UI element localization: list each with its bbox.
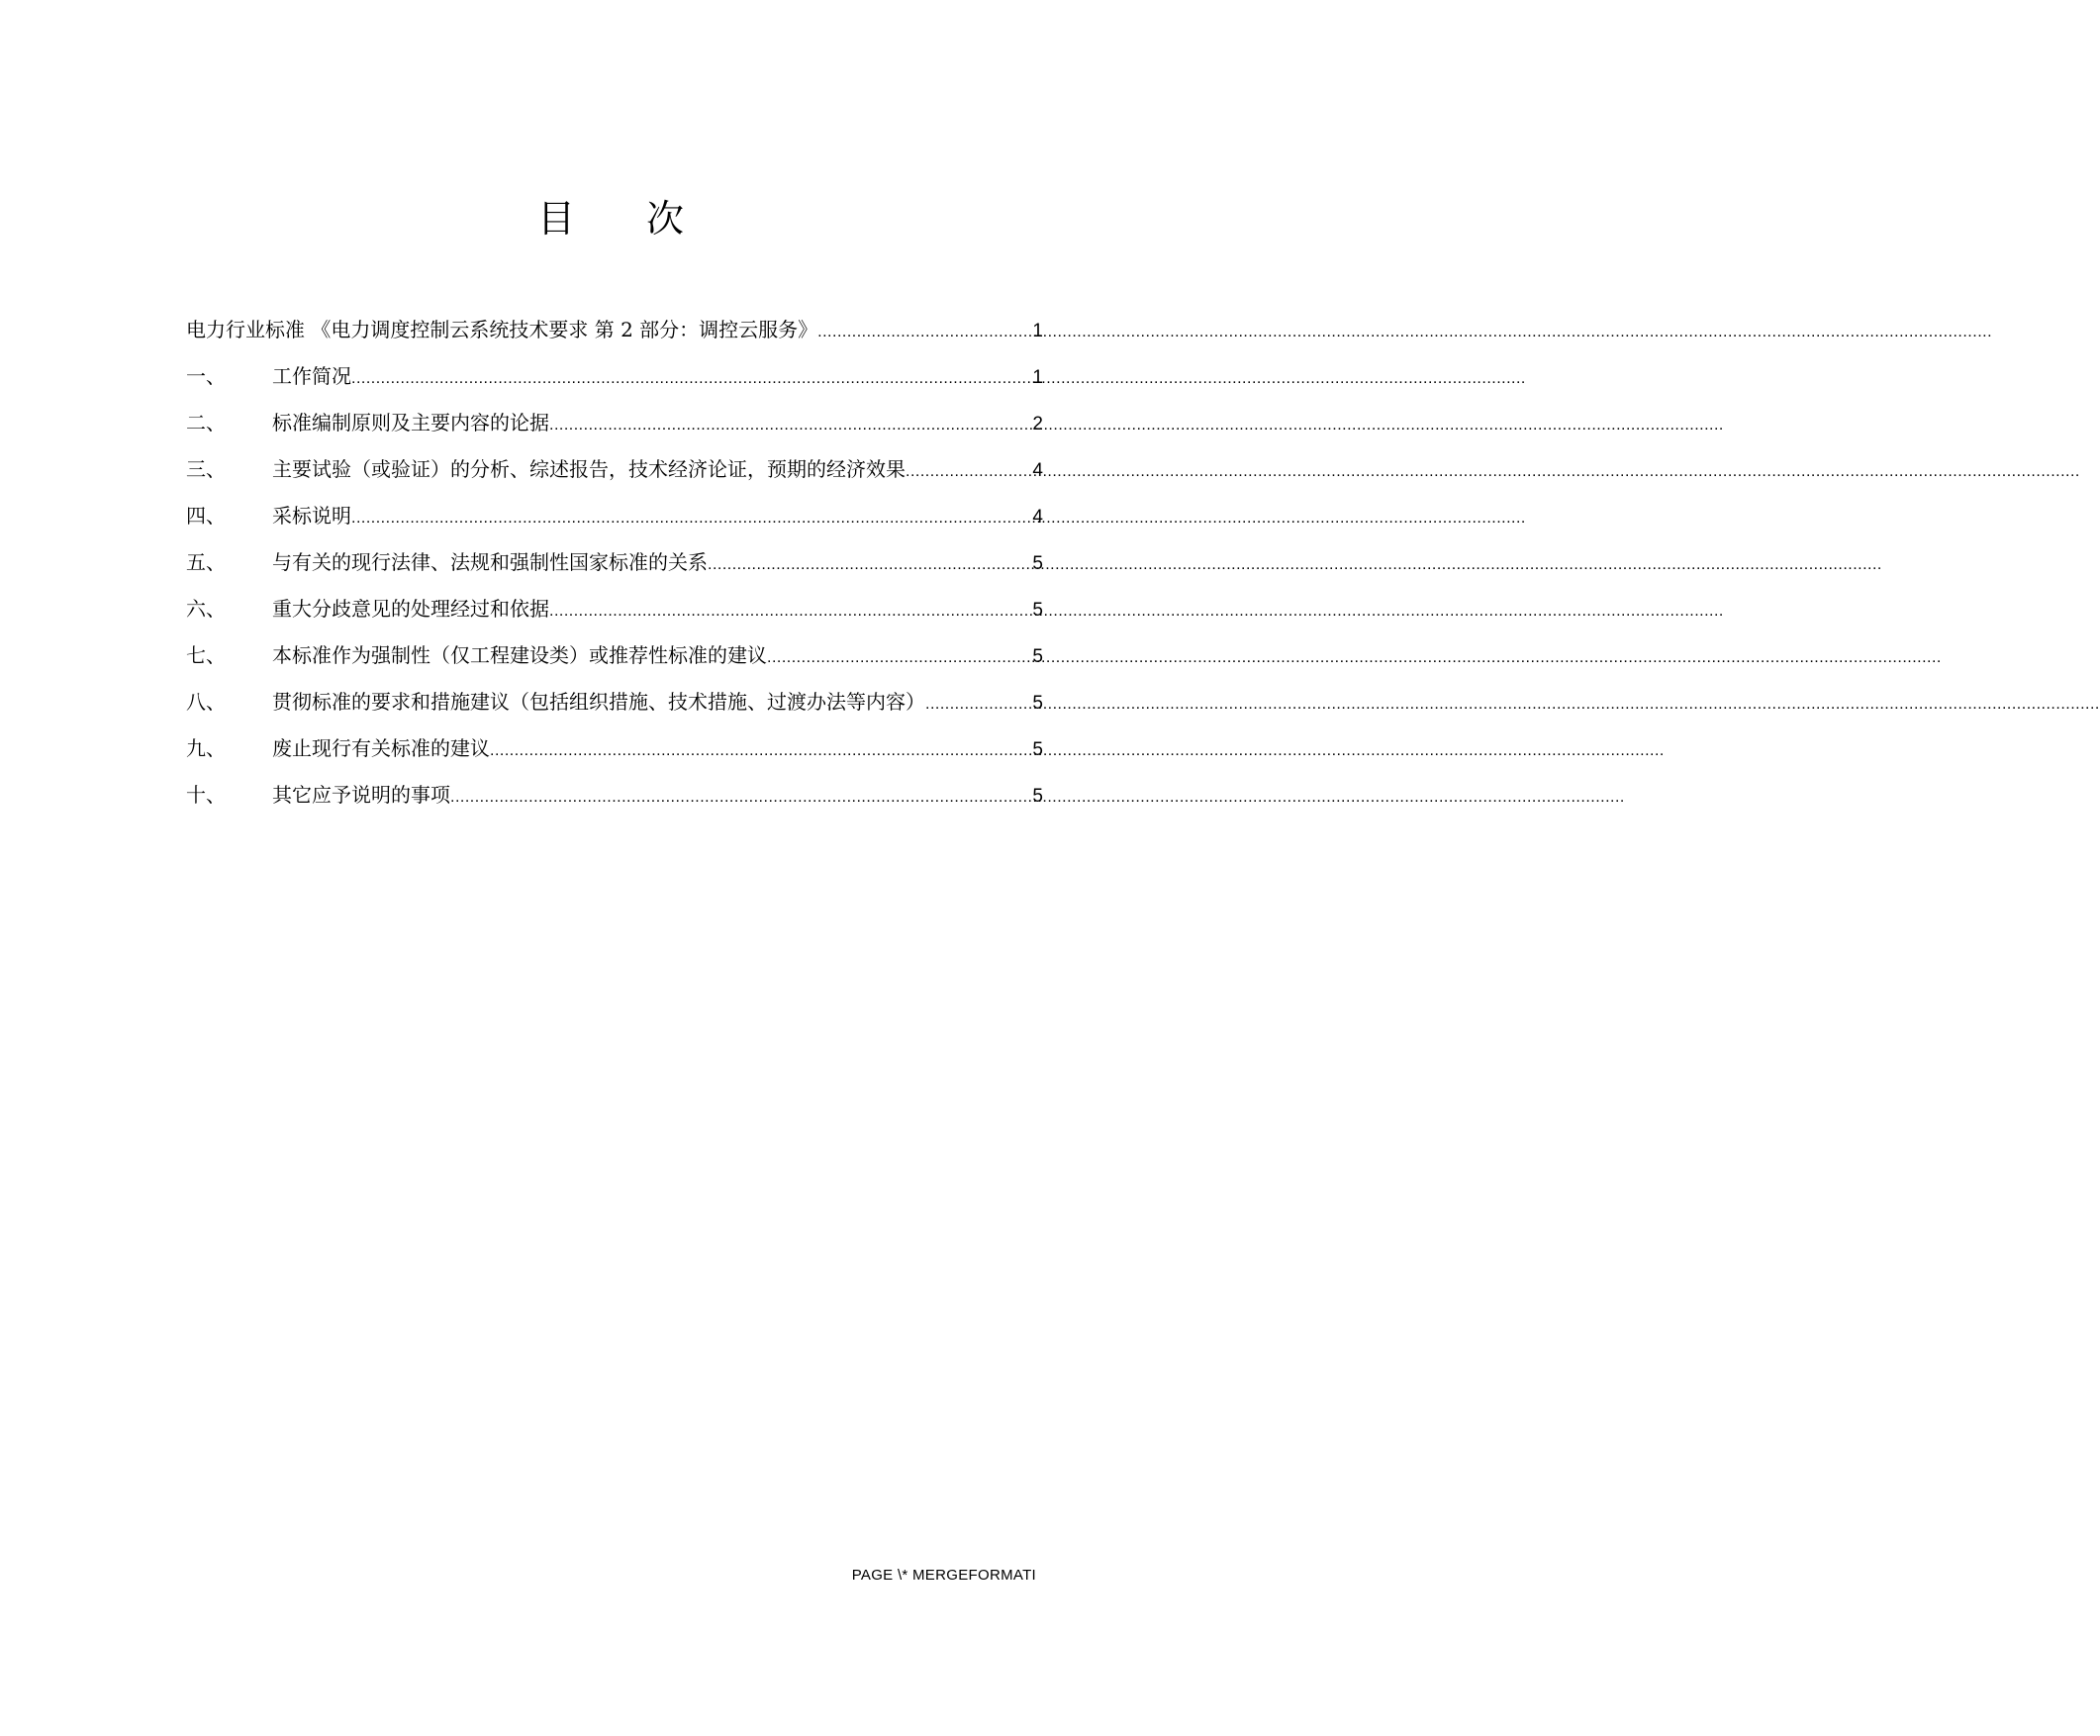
toc-entry[interactable] [186, 725, 1043, 772]
toc-entry-text: 主要试验（或验证）的分析、综述报告，技术经济论证，预期的经济效果 [272, 457, 906, 481]
toc-entry-number: 五、 [186, 550, 226, 574]
toc-entry-number: 二、 [186, 411, 226, 434]
toc-entry[interactable] [186, 632, 1043, 679]
toc-entry[interactable] [186, 539, 1043, 586]
toc-leader-dots [549, 402, 1032, 448]
toc-entry-page: 5 [1032, 646, 1043, 667]
toc-entry[interactable] [186, 679, 1043, 725]
toc-entry-text: 重大分歧意见的处理经过和依据 [272, 597, 549, 621]
toc-entry-number: 十、 [186, 783, 226, 807]
toc-leader-dots [549, 588, 1032, 634]
toc-title: 目 次 [536, 197, 715, 241]
toc-entry[interactable] [186, 446, 1043, 493]
toc-entry-page: 5 [1032, 786, 1043, 807]
toc-leader-dots [767, 634, 1032, 681]
toc-entry-page: 5 [1032, 739, 1043, 760]
toc-list [186, 307, 1043, 819]
toc-entry[interactable] [186, 586, 1043, 632]
toc-entry[interactable] [186, 400, 1043, 446]
toc-entry-page: 4 [1032, 460, 1043, 481]
toc-entry[interactable] [186, 353, 1043, 400]
toc-entry-number: 四、 [186, 504, 226, 528]
toc-entry-number: 七、 [186, 643, 226, 667]
toc-entry-text: 本标准作为强制性（仅工程建设类）或推荐性标准的建议 [272, 643, 767, 667]
toc-entry-number: 九、 [186, 736, 226, 760]
toc-entry-text: 其它应予说明的事项 [272, 783, 450, 807]
toc-leader-dots [906, 448, 1032, 495]
toc-entry-text: 贯彻标准的要求和措施建议（包括组织措施、技术措施、过渡办法等内容） [272, 690, 925, 714]
toc-entry-page: 1 [1032, 321, 1043, 341]
toc-entry-page: 5 [1032, 693, 1043, 714]
toc-leader-dots [351, 495, 1032, 541]
toc-entry[interactable] [186, 772, 1043, 819]
toc-entry-page: 2 [1032, 414, 1043, 434]
toc-entry[interactable] [186, 307, 1043, 353]
toc-leader-dots [351, 355, 1032, 402]
toc-entry-page: 1 [1032, 367, 1043, 388]
toc-entry-page: 5 [1032, 600, 1043, 621]
toc-entry-text: 与有关的现行法律、法规和强制性国家标准的关系 [272, 550, 708, 574]
toc-leader-dots [925, 681, 1032, 727]
toc-leader-dots [490, 727, 1032, 774]
toc-entry-page: 5 [1032, 553, 1043, 574]
toc-entry-text: 电力行业标准 《电力调度控制云系统技术要求 第 2 部分：调控云服务》 [186, 318, 818, 341]
toc-leader-dots [708, 541, 1032, 588]
page-footer-field: PAGE \* MERGEFORMATI [851, 1567, 1036, 1584]
toc-entry-number: 六、 [186, 597, 226, 621]
toc-entry-page: 4 [1032, 507, 1043, 528]
toc-entry-text: 标准编制原则及主要内容的论据 [272, 411, 549, 434]
toc-entry-text: 工作简况 [272, 364, 351, 388]
toc-entry-number: 一、 [186, 364, 226, 388]
toc-leader-dots [817, 309, 1032, 355]
toc-entry-number: 三、 [186, 457, 226, 481]
toc-entry-number: 八、 [186, 690, 226, 714]
toc-entry-text: 采标说明 [272, 504, 351, 528]
toc-leader-dots [450, 774, 1032, 820]
toc-entry[interactable] [186, 493, 1043, 539]
toc-entry-text: 废止现行有关标准的建议 [272, 736, 490, 760]
